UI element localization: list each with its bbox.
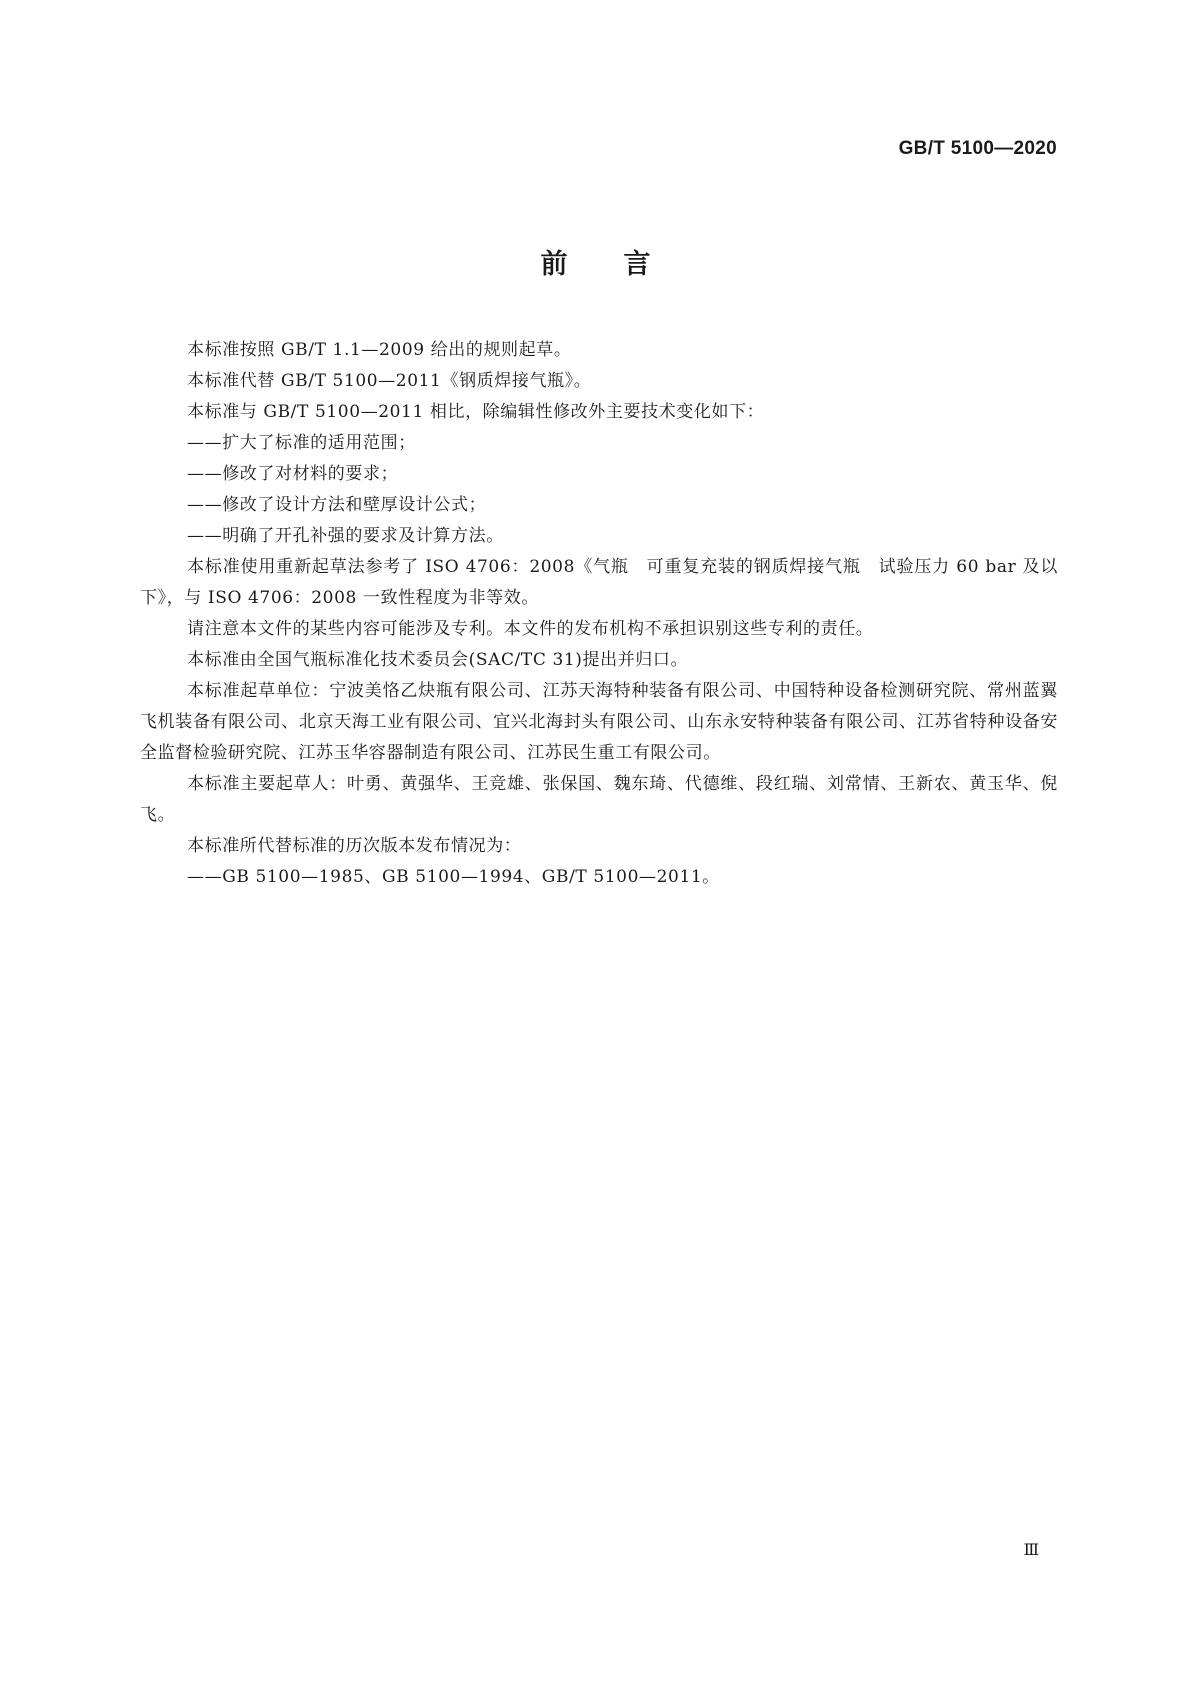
page-number: Ⅲ xyxy=(1023,1540,1039,1559)
standard-code: GB/T 5100—2020 xyxy=(898,138,1057,159)
foreword-body xyxy=(140,335,1058,893)
list-item-change-scope: ——扩大了标准的适用范围； xyxy=(187,433,416,453)
paragraph-drafting-units: 本标准起草单位：宁波美恪乙炔瓶有限公司、江苏天海特种装备有限公司、中国特种设备检测研究院、常州蓝翼飞机装备有限公司、北京天海工业有限公司、宜兴北海封头有限公司、山东永安特种装备有限公司、江苏省特种设备安全监督检验研究院、江苏玉华容器制造有限公司、江苏民生重工有限公司。 xyxy=(140,681,1058,763)
paragraph-proposer: 本标准由全国气瓶标准化技术委员会(SAC/TC 31)提出并归口。 xyxy=(187,650,689,670)
list-item-change-material: ——修改了对材料的要求； xyxy=(187,464,399,484)
list-item-change-design: ——修改了设计方法和壁厚设计公式； xyxy=(187,495,487,515)
list-item-history: ——GB 5100—1985、GB 5100—1994、GB/T 5100—2011。 xyxy=(187,867,720,887)
paragraph-drafters: 本标准主要起草人：叶勇、黄强华、王竞雄、张保国、魏东琦、代德维、段红瑞、刘常情、王新农、黄玉华、倪飞。 xyxy=(140,774,1058,825)
paragraph-patent-notice: 请注意本文件的某些内容可能涉及专利。本文件的发布机构不承担识别这些专利的责任。 xyxy=(187,619,874,639)
list-item-change-reinforcement: ——明确了开孔补强的要求及计算方法。 xyxy=(187,526,504,546)
paragraph-drafting-rules: 本标准按照 GB/T 1.1—2009 给出的规则起草。 xyxy=(187,340,572,360)
paragraph-replaces: 本标准代替 GB/T 5100—2011《钢质焊接气瓶》。 xyxy=(187,371,592,391)
paragraph-changes-intro: 本标准与 GB/T 5100—2011 相比，除编辑性修改外主要技术变化如下： xyxy=(187,402,765,422)
paragraph-history-intro: 本标准所代替标准的历次版本发布情况为： xyxy=(187,836,522,856)
title-char-2: 言 xyxy=(623,249,651,280)
paragraph-iso-reference: 本标准使用重新起草法参考了 ISO 4706：2008《气瓶 可重复充装的钢质焊接气瓶 试验压力 60 bar 及以下》，与 ISO 4706：2008 一致性程度为非等效。 xyxy=(140,557,1058,608)
page-title xyxy=(0,242,1191,281)
title-char-1: 前 xyxy=(540,249,568,280)
